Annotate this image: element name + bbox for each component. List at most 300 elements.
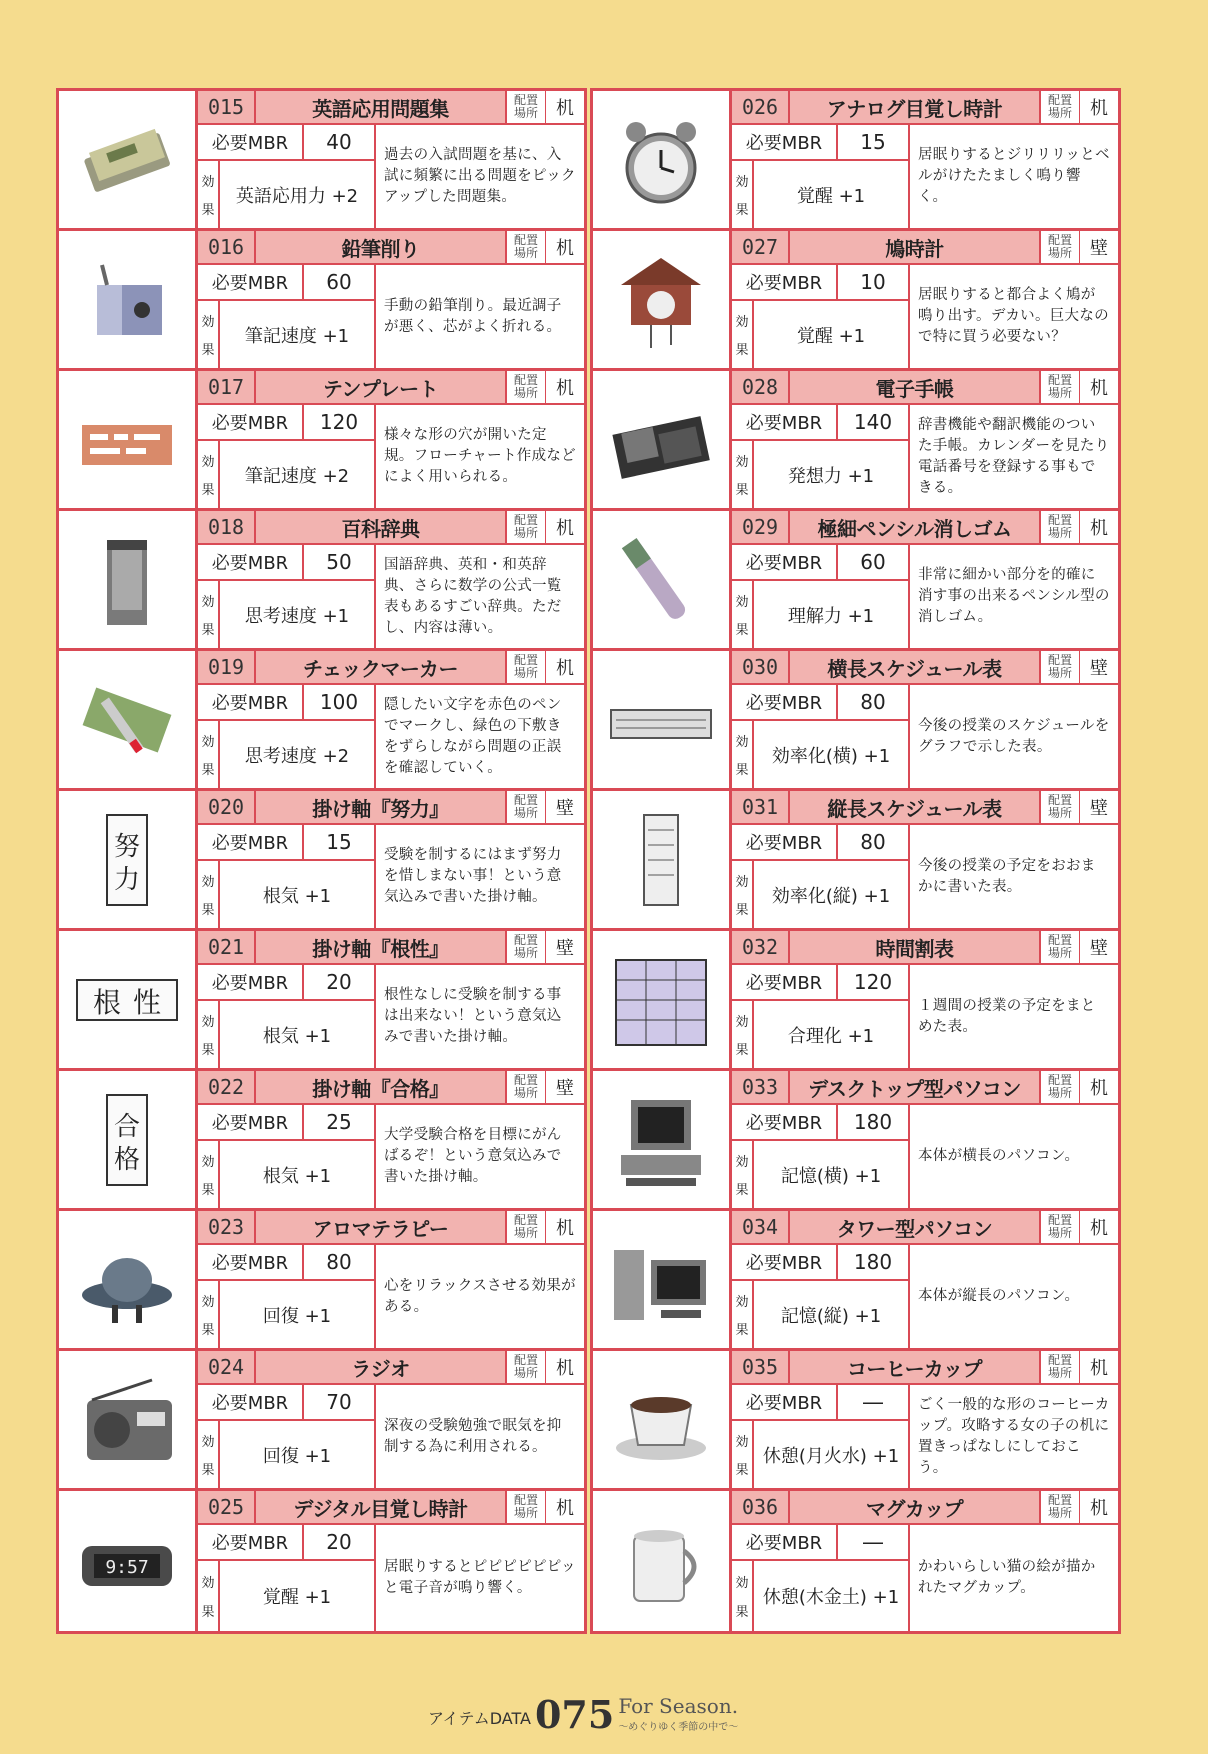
item-image [593, 371, 732, 508]
item-body [198, 405, 584, 508]
effect-value: 根気 +1 [262, 1165, 332, 1187]
effect-label-2: 果 [201, 622, 215, 638]
mbr-value: ― [863, 1390, 883, 1414]
effect-label [732, 441, 754, 508]
place-value: 壁 [1079, 651, 1118, 683]
item-description: 心をリラックスさせる効果がある。 [384, 1277, 576, 1315]
effect-label [732, 1561, 754, 1631]
mbr-row [198, 685, 374, 721]
effect-value: 筆記速度 +1 [244, 325, 350, 347]
electronic-organizer-icon [606, 390, 716, 490]
svg-text:努: 努 [113, 831, 141, 862]
item-stats [198, 1245, 376, 1348]
mbr-row [198, 825, 374, 861]
item-description: 今後の授業のスケジュールをグラフで示した表。 [918, 717, 1110, 755]
effect-row [198, 581, 374, 648]
mbr-value: 15 [326, 830, 352, 854]
item-card [593, 91, 1118, 231]
item-description: １週間の授業の予定をまとめた表。 [918, 997, 1096, 1035]
effect-label [732, 721, 754, 788]
item-body [198, 825, 584, 928]
item-description: 根性なしに受験を制する事は出来ない！という意気込みで書いた掛け軸。 [384, 987, 562, 1045]
item-body [732, 545, 1118, 648]
item-card [593, 371, 1118, 511]
item-description: 本体が縦長のパソコン。 [918, 1288, 1080, 1304]
item-card [59, 791, 584, 931]
effect-row [198, 441, 374, 508]
item-body [732, 1525, 1118, 1631]
item-stats [198, 1105, 376, 1208]
place-value: 机 [545, 511, 584, 543]
item-number: 025 [198, 1491, 256, 1523]
scroll-goukaku-icon [72, 1090, 182, 1190]
item-card [593, 791, 1118, 931]
brand [618, 1694, 738, 1737]
mbr-value: 180 [853, 1250, 893, 1274]
item-body [198, 265, 584, 368]
item-body [732, 265, 1118, 368]
item-stats [198, 965, 376, 1068]
item-stats [732, 405, 910, 508]
item-image [593, 931, 732, 1068]
item-info [198, 651, 584, 788]
book-icon [72, 110, 182, 210]
item-info [732, 371, 1118, 508]
effect-row [732, 301, 908, 368]
effect-row [732, 441, 908, 508]
item-number: 023 [198, 1211, 256, 1243]
item-name: デジタル目覚し時計 [256, 1491, 505, 1523]
item-description: 居眠りすると都合よく鳩が鳴り出す。デカい。巨大なので特に買う必要ない？ [918, 287, 1109, 345]
pencil-sharpener-icon [72, 250, 182, 350]
effect-label-1: 効 [735, 1576, 749, 1591]
effect-label [198, 1001, 220, 1068]
svg-text:格: 格 [113, 1144, 141, 1175]
place-label: 配置場所 [505, 231, 545, 263]
item-info [732, 1071, 1118, 1208]
item-title-row [198, 511, 584, 545]
mbr-value: 80 [860, 690, 886, 714]
item-card [59, 1491, 584, 1631]
mbr-value: 120 [319, 410, 359, 434]
item-info [732, 511, 1118, 648]
item-name: 掛け軸『根性』 [256, 931, 505, 963]
effect-value: 根気 +1 [262, 1025, 332, 1047]
place-value: 壁 [545, 931, 584, 963]
pencil-eraser-icon [606, 530, 716, 630]
effect-label [732, 1141, 754, 1208]
scroll-doryoku-icon [72, 810, 182, 910]
template-ruler-icon [72, 390, 182, 490]
item-description: 深夜の受験勉強で眠気を抑制する為に利用される。 [384, 1417, 562, 1455]
mbr-label: 必要MBR [732, 125, 838, 159]
item-info [198, 1211, 584, 1348]
effect-label-1: 効 [735, 175, 749, 191]
mbr-row [732, 405, 908, 441]
item-description: 手動の鉛筆削り。最近調子が悪く、芯がよく折れる。 [384, 297, 562, 335]
mbr-label: 必要MBR [732, 405, 838, 439]
svg-text:合: 合 [113, 1111, 141, 1142]
effect-value: 覚醒 +1 [262, 1587, 332, 1608]
effect-label-2: 果 [735, 1462, 749, 1478]
item-description: 居眠りするとジリリリッとベルがけたたましく鳴り響く。 [918, 147, 1110, 205]
mbr-row [732, 265, 908, 301]
effect-row [198, 861, 374, 928]
alarm-clock-icon [606, 110, 716, 210]
item-number: 029 [732, 511, 790, 543]
item-image [59, 1211, 198, 1348]
mbr-row [732, 1245, 908, 1281]
mbr-value: 100 [319, 690, 359, 714]
place-label: 配置場所 [505, 791, 545, 823]
item-number: 021 [198, 931, 256, 963]
item-name: デスクトップ型パソコン [790, 1071, 1039, 1103]
mbr-row [198, 405, 374, 441]
place-value: 机 [1079, 511, 1118, 543]
item-info [198, 511, 584, 648]
effect-label [198, 1561, 220, 1631]
item-stats [732, 545, 910, 648]
place-value: 机 [1079, 1071, 1118, 1103]
item-stats [732, 825, 910, 928]
place-value: 机 [1079, 91, 1118, 123]
mbr-value: 10 [860, 270, 886, 294]
item-number: 036 [732, 1491, 790, 1523]
item-description: 辞書機能や翻訳機能のついた手帳。カレンダーを見たり電話番号を登録する事もできる。 [918, 416, 1110, 496]
effect-row [198, 1141, 374, 1208]
effect-row [198, 1281, 374, 1348]
item-stats [198, 125, 376, 228]
mbr-value: 50 [326, 550, 352, 574]
mbr-label: 必要MBR [732, 965, 838, 999]
item-title-row [198, 91, 584, 125]
mbr-row [732, 965, 908, 1001]
item-body [732, 405, 1118, 508]
item-stats [732, 1245, 910, 1348]
item-stats [732, 1105, 910, 1208]
effect-value: 筆記速度 +2 [244, 465, 350, 487]
item-name: チェックマーカー [256, 651, 505, 683]
mbr-value: 40 [326, 130, 352, 154]
item-description: 国語辞典、英和・和英辞典、さらに数学の公式一覧表もあるすごい辞典。ただし、内容は薄い。 [384, 556, 562, 636]
item-title-row [732, 791, 1118, 825]
effect-label-1: 効 [735, 595, 749, 611]
effect-label-2: 果 [201, 762, 215, 778]
item-image [593, 1351, 732, 1488]
effect-label-2: 果 [201, 902, 215, 918]
item-description: 今後の授業の予定をおおまかに書いた表。 [918, 857, 1096, 895]
item-info [732, 791, 1118, 928]
item-card [593, 231, 1118, 371]
item-number: 020 [198, 791, 256, 823]
item-number: 016 [198, 231, 256, 263]
item-description: 大学受験合格を目標にがんばるぞ！という意気込みで書いた掛け軸。 [384, 1127, 562, 1185]
item-column-left [56, 88, 587, 1634]
effect-row [732, 721, 908, 788]
item-name: 掛け軸『合格』 [256, 1071, 505, 1103]
item-stats [732, 125, 910, 228]
item-number: 030 [732, 651, 790, 683]
mbr-row [198, 1245, 374, 1281]
mbr-row [732, 125, 908, 161]
mbr-row [732, 1525, 908, 1561]
item-image [59, 931, 198, 1068]
place-value: 机 [545, 1491, 584, 1523]
item-name: アナログ目覚し時計 [790, 91, 1039, 123]
item-image [59, 231, 198, 368]
svg-text:9:57: 9:57 [105, 1557, 149, 1578]
item-card [593, 1211, 1118, 1351]
item-card [59, 371, 584, 511]
digital-clock-icon [72, 1511, 182, 1611]
brand-subtitle: 〜めぐりゆく季節の中で〜 [618, 1722, 739, 1733]
effect-label-1: 効 [735, 735, 749, 751]
mbr-label: 必要MBR [198, 545, 304, 579]
item-title-row [198, 1491, 584, 1525]
item-stats [732, 685, 910, 788]
item-description: 過去の入試問題を基に、入試に頻繁に出る問題をピックアップした問題集。 [384, 147, 576, 205]
item-description: 隠したい文字を赤色のペンでマークし、緑色の下敷きをずらしながら問題の正誤を確認していく。 [384, 696, 562, 776]
mbr-label: 必要MBR [732, 545, 838, 579]
effect-label-1: 効 [201, 1435, 215, 1451]
mbr-row [732, 685, 908, 721]
item-number: 015 [198, 91, 256, 123]
item-image [593, 651, 732, 788]
item-image [59, 1491, 198, 1631]
effect-label [732, 1421, 754, 1488]
effect-label-1: 効 [735, 1295, 749, 1311]
place-label: 配置場所 [1039, 1351, 1079, 1383]
mbr-label: 必要MBR [198, 125, 304, 159]
item-number: 031 [732, 791, 790, 823]
item-stats [198, 825, 376, 928]
item-stats [198, 545, 376, 648]
mbr-value: 60 [860, 550, 886, 574]
item-body [732, 1105, 1118, 1208]
item-body [198, 685, 584, 788]
timetable-icon [606, 950, 716, 1050]
effect-label-1: 効 [201, 1576, 215, 1591]
place-value: 机 [1079, 1211, 1118, 1243]
mbr-label: 必要MBR [732, 1525, 838, 1559]
coffee-cup-icon [606, 1370, 716, 1470]
item-name: 百科辞典 [256, 511, 505, 543]
place-label: 配置場所 [505, 651, 545, 683]
mbr-value: 20 [326, 970, 352, 994]
place-label: 配置場所 [505, 1211, 545, 1243]
item-body [732, 1245, 1118, 1348]
item-number: 028 [732, 371, 790, 403]
item-name: タワー型パソコン [790, 1211, 1039, 1243]
item-image [593, 1211, 732, 1348]
item-name: 鉛筆削り [256, 231, 505, 263]
horizontal-schedule-icon [606, 670, 716, 770]
effect-value: 効率化(横) +1 [771, 745, 891, 767]
place-value: 机 [1079, 371, 1118, 403]
svg-text:性: 性 [132, 985, 162, 1019]
mbr-label: 必要MBR [198, 405, 304, 439]
item-title-row [198, 1351, 584, 1385]
place-label: 配置場所 [505, 931, 545, 963]
place-label: 配置場所 [1039, 1211, 1079, 1243]
item-stats [198, 405, 376, 508]
item-image [593, 231, 732, 368]
effect-row [732, 861, 908, 928]
svg-text:力: 力 [113, 864, 141, 895]
effect-value: 思考速度 +1 [244, 605, 350, 627]
effect-label-2: 果 [201, 1042, 215, 1058]
place-label: 配置場所 [1039, 91, 1079, 123]
item-body [198, 125, 584, 228]
effect-row [198, 1561, 374, 1631]
effect-label-2: 果 [735, 482, 749, 498]
mbr-row [198, 1525, 374, 1561]
mbr-row [732, 825, 908, 861]
place-label: 配置場所 [1039, 791, 1079, 823]
item-card [59, 91, 584, 231]
item-body [198, 1105, 584, 1208]
effect-label [198, 441, 220, 508]
place-value: 机 [545, 651, 584, 683]
effect-label [198, 1141, 220, 1208]
effect-label-2: 果 [735, 1322, 749, 1338]
place-label: 配置場所 [505, 371, 545, 403]
place-label: 配置場所 [505, 1071, 545, 1103]
effect-value: 記憶(縦) +1 [780, 1305, 882, 1327]
effect-value: 休憩(月火水) +1 [762, 1445, 900, 1467]
item-stats [198, 1525, 376, 1631]
item-card [59, 1071, 584, 1211]
effect-label-1: 効 [735, 455, 749, 471]
place-value: 壁 [545, 791, 584, 823]
item-description: 非常に細かい部分を的確に消す事の出来るペンシル型の消しゴム。 [918, 567, 1110, 625]
place-value: 机 [545, 231, 584, 263]
effect-value: 記憶(横) +1 [780, 1165, 882, 1187]
item-info [198, 231, 584, 368]
item-title-row [732, 1491, 1118, 1525]
item-image [59, 1351, 198, 1488]
effect-value: 発想力 +1 [787, 465, 875, 487]
mbr-row [198, 265, 374, 301]
item-body [732, 685, 1118, 788]
effect-label [732, 1281, 754, 1348]
item-stats [732, 965, 910, 1068]
mbr-row [198, 1385, 374, 1421]
item-number: 033 [732, 1071, 790, 1103]
item-title-row [198, 371, 584, 405]
effect-label-2: 果 [735, 202, 749, 218]
place-value: 壁 [1079, 231, 1118, 263]
tower-pc-icon [606, 1230, 716, 1330]
effect-value: 効率化(縦) +1 [771, 885, 891, 907]
cuckoo-clock-icon [606, 250, 716, 350]
item-body [732, 825, 1118, 928]
mbr-label: 必要MBR [198, 1525, 304, 1559]
effect-label [198, 301, 220, 368]
mbr-label: 必要MBR [198, 825, 304, 859]
effect-row [732, 1281, 908, 1348]
item-title-row [732, 1211, 1118, 1245]
mbr-row [198, 1105, 374, 1141]
item-info [732, 1491, 1118, 1631]
item-title-row [198, 231, 584, 265]
place-label: 配置場所 [1039, 371, 1079, 403]
effect-label-1: 効 [735, 1155, 749, 1171]
mbr-value: 80 [860, 830, 886, 854]
item-title-row [732, 511, 1118, 545]
item-number: 018 [198, 511, 256, 543]
place-value: 壁 [1079, 931, 1118, 963]
item-stats [732, 1385, 910, 1488]
item-info [198, 371, 584, 508]
mbr-label: 必要MBR [198, 965, 304, 999]
effect-label-2: 果 [735, 1605, 749, 1620]
item-image [59, 791, 198, 928]
place-label: 配置場所 [1039, 651, 1079, 683]
item-image [59, 511, 198, 648]
item-body [732, 125, 1118, 228]
dictionary-icon [72, 530, 182, 630]
effect-row [732, 161, 908, 228]
mbr-value: 20 [326, 1530, 352, 1554]
scroll-konjou-icon [72, 950, 182, 1050]
item-title-row [732, 1071, 1118, 1105]
item-name: 縦長スケジュール表 [790, 791, 1039, 823]
item-title-row [198, 791, 584, 825]
mbr-value: 15 [860, 130, 886, 154]
item-name: 英語応用問題集 [256, 91, 505, 123]
effect-label-1: 効 [735, 1435, 749, 1451]
mbr-value: 70 [326, 1390, 352, 1414]
item-card [59, 511, 584, 651]
item-info [732, 651, 1118, 788]
item-title-row [198, 1211, 584, 1245]
item-card [59, 1351, 584, 1491]
item-card [59, 651, 584, 791]
place-value: 机 [545, 371, 584, 403]
item-info [732, 1211, 1118, 1348]
mbr-row [732, 1385, 908, 1421]
item-name: 掛け軸『努力』 [256, 791, 505, 823]
item-description: ごく一般的な形のコーヒーカップ。攻略する女の子の机に置きっぱなしにしておこう。 [918, 1396, 1110, 1476]
mbr-label: 必要MBR [732, 825, 838, 859]
item-image [593, 1071, 732, 1208]
item-info [732, 91, 1118, 228]
effect-label-2: 果 [201, 482, 215, 498]
mbr-label: 必要MBR [198, 1105, 304, 1139]
item-title-row [732, 1351, 1118, 1385]
mbr-value: 80 [326, 1250, 352, 1274]
effect-label [198, 1281, 220, 1348]
effect-label-2: 果 [201, 1605, 215, 1620]
mbr-label: 必要MBR [732, 265, 838, 299]
item-name: マグカップ [790, 1491, 1039, 1523]
footer-label: アイテムDATA [428, 1709, 531, 1728]
item-number: 034 [732, 1211, 790, 1243]
effect-value: 覚醒 +1 [796, 185, 866, 207]
item-body [198, 965, 584, 1068]
effect-row [732, 1421, 908, 1488]
item-number: 032 [732, 931, 790, 963]
vertical-schedule-icon [606, 810, 716, 910]
place-label: 配置場所 [505, 511, 545, 543]
item-image [593, 791, 732, 928]
item-card [593, 651, 1118, 791]
mbr-value: ― [863, 1530, 883, 1554]
effect-label-1: 効 [201, 175, 215, 191]
item-column-right [590, 88, 1121, 1634]
item-image [59, 1071, 198, 1208]
